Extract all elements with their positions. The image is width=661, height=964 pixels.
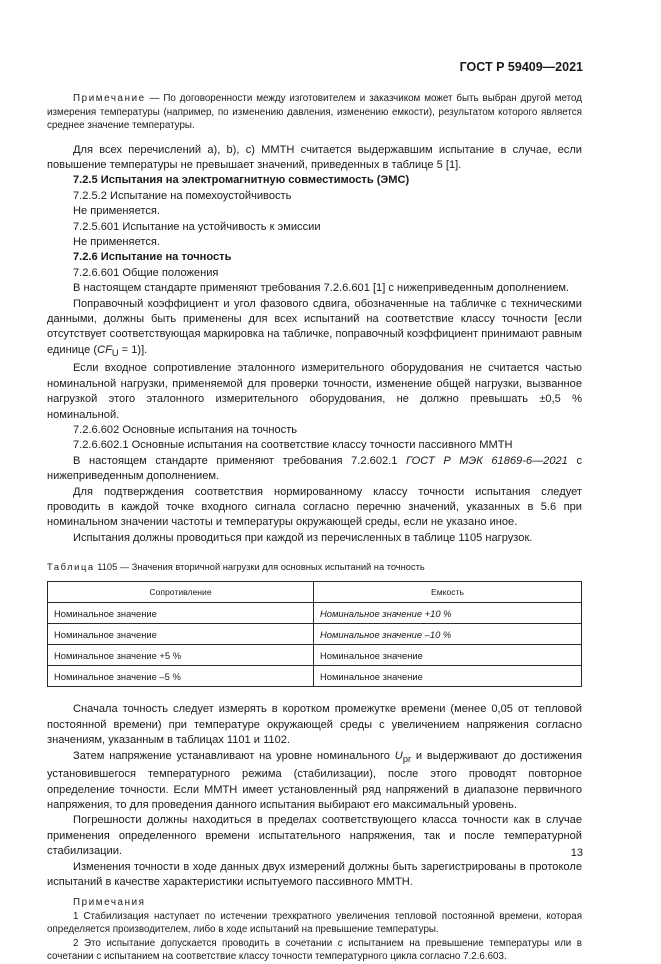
- text-run: и выдерживают до достижения установившегося температурного режима (стабилизации), после этого проводят повторное определение точности. Если ММТН имеет установленный ряд напряжений в диапазоне первичного напряжения, то для проведения данного испытания выбирают его максимальный уровень.: [47, 749, 582, 811]
- top-note: [47, 92, 582, 133]
- cf-subscript: U: [111, 348, 119, 358]
- table-cell: Номинальное значение +10 %: [314, 603, 582, 624]
- u-subscript: pr: [402, 753, 412, 764]
- paragraph: Для подтверждения соответствия нормированному классу точности испытания следует проводить в каждой точке входного сигнала согласно перечню значений, указанных в 5.6 при номинальном значении частоты и температуры окружающей среды, если не указано иное.: [47, 485, 582, 529]
- page-body: [47, 92, 582, 964]
- table-cell: Номинальное значение: [48, 624, 314, 645]
- paragraph: Не применяется.: [73, 205, 160, 218]
- paragraph: Изменения точности в ходе данных двух измерений должны быть зарегистрированы в протоколе испытаний в качестве характеристики испытуемого пассивного ММТН.: [47, 860, 582, 888]
- table-header-row: [48, 582, 582, 603]
- subsection: 7.2.6.602 Основные испытания на точность: [73, 424, 298, 437]
- text-run: В настоящем стандарте применяют требования 7.2.602.1: [73, 454, 407, 467]
- table-caption: [47, 561, 582, 573]
- paragraph: Сначала точность следует измерять в коротком промежутке времени (менее 0,05 от тепловой постоянной времени) при температуре окружающей среды с увеличением напряжения согласно значениям, указанным в таблицах 1101 и 1102.: [47, 703, 582, 747]
- paragraph: Для всех перечислений a), b), c) ММТН считается выдержавшим испытание в случае, если повышение температуры не превышает значений, приведенных в таблице 5 [1].: [47, 143, 582, 171]
- header-capacitance: Емкость: [314, 582, 582, 603]
- paragraph: [47, 749, 582, 814]
- cf-symbol: CF: [97, 343, 112, 356]
- paragraph: В настоящем стандарте применяют требования 7.2.6.601 [1] с нижеприведенным дополнением.: [73, 282, 570, 295]
- notes-title: [47, 896, 582, 910]
- subsection: 7.2.6.602.1 Основные испытания на соответствие классу точности пассивного ММТН: [73, 439, 513, 452]
- load-values-table: [47, 581, 582, 687]
- note-text: — По договоренности между изготовителем и заказчиком может быть выбран другой метод измерения температуры (например, по изменению давления, изменению емкости), результатом которого является среднее значение температуры.: [47, 93, 582, 131]
- text-run: Затем напряжение устанавливают на уровне номинального: [73, 749, 395, 762]
- note-item: 2 Это испытание допускается проводить в сочетании с испытанием на превышение температуры или в сочетании с испытанием на соответствие классу точности температурного цикла согласно 7.2.6.603.: [47, 937, 582, 963]
- subsection: 7.2.5.2 Испытание на помехоустойчивость: [73, 189, 292, 202]
- subsection: 7.2.5.601 Испытание на устойчивость к эмиссии: [73, 220, 321, 233]
- subsection: 7.2.6.601 Общие положения: [73, 266, 219, 279]
- header-resistance: Сопротивление: [48, 582, 314, 603]
- paragraph: Не применяется.: [73, 235, 160, 248]
- section-heading: 7.2.5 Испытания на электромагнитную совместимость (ЭМС): [73, 174, 410, 187]
- table-row: [48, 603, 582, 624]
- caption-text: 1105 — Значения вторичной нагрузки для основных испытаний на точность: [97, 562, 425, 573]
- caption-label: Таблица: [47, 562, 95, 573]
- text-run: Поправочный коэффициент и угол фазового сдвига, обозначенные на табличке с техническими данными, должны быть применены для всех испытаний на соответствие классу точности [если отсутствует соответствующая маркировка на табличке, поправочный коэффициент принимают равным единице (: [47, 297, 582, 356]
- table-row: [48, 666, 582, 687]
- section-heading: 7.2.6 Испытание на точность: [73, 251, 232, 264]
- notes-title-text: Примечания: [73, 897, 146, 909]
- paragraph: Испытания должны проводиться при каждой из перечисленных в таблице 1105 нагрузок.: [73, 531, 533, 544]
- paragraph: Если входное сопротивление эталонного измерительного оборудования не считается частью номинальной нагрузки, применяемой для проверки точности, изменение общей нагрузки, вызванное нагрузкой этого эталонного измерительного оборудования, не должно превышать ±0,5 % номинальной.: [47, 362, 582, 421]
- note-label: Примечание: [73, 93, 146, 104]
- table-cell: Номинальное значение –10 %: [314, 624, 582, 645]
- text-run: с нижеприведенным дополнением.: [47, 454, 582, 483]
- note-item: 1 Стабилизация наступает по истечении трехкратного увеличения тепловой постоянной времени, которая определяется производителем, либо в ходе испытаний на превышение температуры.: [47, 910, 582, 936]
- text-run: = 1)].: [118, 343, 148, 356]
- table-cell: Номинальное значение –5 %: [48, 666, 314, 687]
- table-cell: Номинальное значение +5 %: [48, 645, 314, 666]
- paragraph: Погрешности должны находиться в пределах соответствующего класса точности как в случае применения определенного времени испытательного напряжения, так и после температурной стабилизации.: [47, 814, 582, 858]
- page-number: 13: [570, 847, 583, 859]
- paragraph: [47, 297, 582, 362]
- table-row: [48, 624, 582, 645]
- u-symbol: U: [394, 749, 403, 762]
- paragraph: [47, 454, 582, 485]
- table-cell: Номинальное значение: [314, 645, 582, 666]
- doc-code-header: ГОСТ Р 59409—2021: [459, 60, 583, 74]
- standard-reference: ГОСТ Р МЭК 61869-6—2021: [406, 454, 568, 467]
- table-cell: Номинальное значение: [48, 603, 314, 624]
- table-row: [48, 645, 582, 666]
- table-cell: Номинальное значение: [314, 666, 582, 687]
